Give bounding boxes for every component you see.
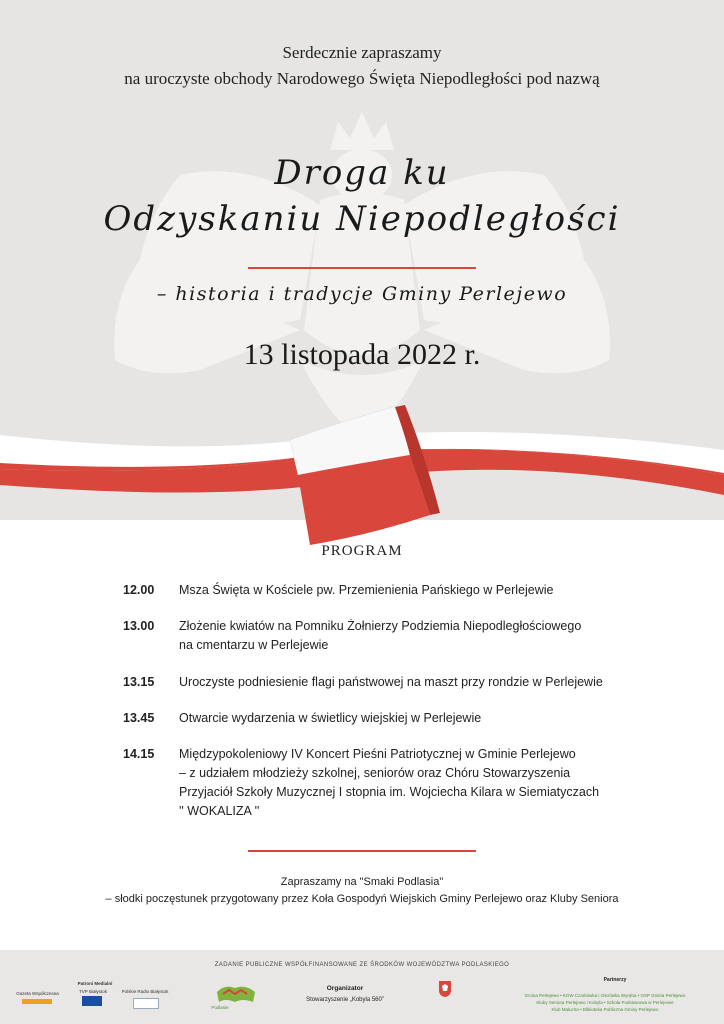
radio-logo-icon [133,998,159,1009]
title-line-1: Droga ku [274,153,450,193]
media-logo-2-label: TVP Białystok [79,989,107,994]
podlasie-label: Podlasie [211,1005,229,1010]
program-item [123,745,643,821]
partners-label: Partnerzy [603,977,627,983]
smaki-line-2: – słodki poczęstunek przygotowany przez Koła Gospodyń Wiejskich Gminy Perlejewo oraz Kluby Seniora [105,893,619,905]
media-logo-1-label: Gazeta Współczesna [16,991,59,996]
title-divider [248,267,476,269]
program-description: Uroczyste podniesienie flagi państwowej na maszt przy rondzie w Perlejewie [179,675,603,689]
partners-list [505,992,705,1013]
program-item [123,709,643,728]
program-time: 13.00 [123,619,155,633]
tvp-logo-icon [82,996,102,1006]
program-time: 13.15 [123,675,155,689]
coat-of-arms-icon [438,980,452,998]
program-time: 12.00 [123,583,155,597]
smaki-line-1: Zapraszamy na "Smaki Podlasia" [280,876,444,888]
program-item [123,673,643,692]
media-logo-3-label: Polskie Radio Białystok [121,989,169,994]
program-description: Złożenie kwiatów na Pomniku Żołnierzy Podziemia Niepodległościowego na cmentarzu w Perlejewie [179,619,582,652]
refreshments-note [0,874,724,908]
intro-line-2: na uroczyste obchody Narodowego Święta Niepodległości pod nazwą [124,69,600,88]
program-divider [248,850,476,852]
program-heading: PROGRAM [321,543,403,559]
partners-line: Klub Malucha • Biblioteka Publiczna Gminy Perlejewo [551,1007,659,1012]
event-date: 13 listopada 2022 r. [243,338,481,371]
intro-line-1: Serdecznie zapraszamy [282,43,442,62]
partners-line: Kluby Seniora Perlejewo i Kobyla • Szkoła Podstawowa w Perlejewie [536,1000,674,1005]
flag-ribbon [0,395,724,555]
program-item [123,617,643,655]
program-item [123,581,643,600]
organizer-name: Stowarzyszenie „Kobyla 560” [306,997,384,1003]
program-time: 13.45 [123,711,155,725]
program-description: Msza Święta w Kościele pw. Przemienienia Pańskiego w Perlejewie [179,583,554,597]
media-patrons-label: Patroni Medialni [77,981,113,986]
event-title [0,150,724,242]
partners-line: Gmina Perlejewo • KGW Czarkówka i Ostrówka Wyręba • OSP Gmina Perlejewo [524,993,686,998]
organizer-label: Organizator [326,985,364,992]
invitation-text [0,40,724,92]
funding-note: ZADANIE PUBLICZNE WSPÓŁFINANSOWANE ZE ŚRODKÓW WOJEWÓDZTWA PODLASKIEGO [214,962,510,968]
program-time: 14.15 [123,747,155,761]
title-line-2: Odzyskaniu Niepodległości [103,199,621,239]
event-subtitle: – historia i tradycje Gminy Perlejewo [156,283,568,305]
gazeta-logo-icon [22,999,52,1004]
program-description: Międzypokoleniowy IV Koncert Pieśni Patriotycznej w Gminie Perlejewo – z udziałem młodzieży szkolnej, seniorów oraz Chóru Stowarzyszenia Przyjaciół Szkoły Muzycznej I stopnia im. Wojciecha Kilara w Siemiatyczach '' WOKALIZA '' [179,747,600,818]
program-description: Otwarcie wydarzenia w świetlicy wiejskiej w Perlejewie [179,711,482,725]
